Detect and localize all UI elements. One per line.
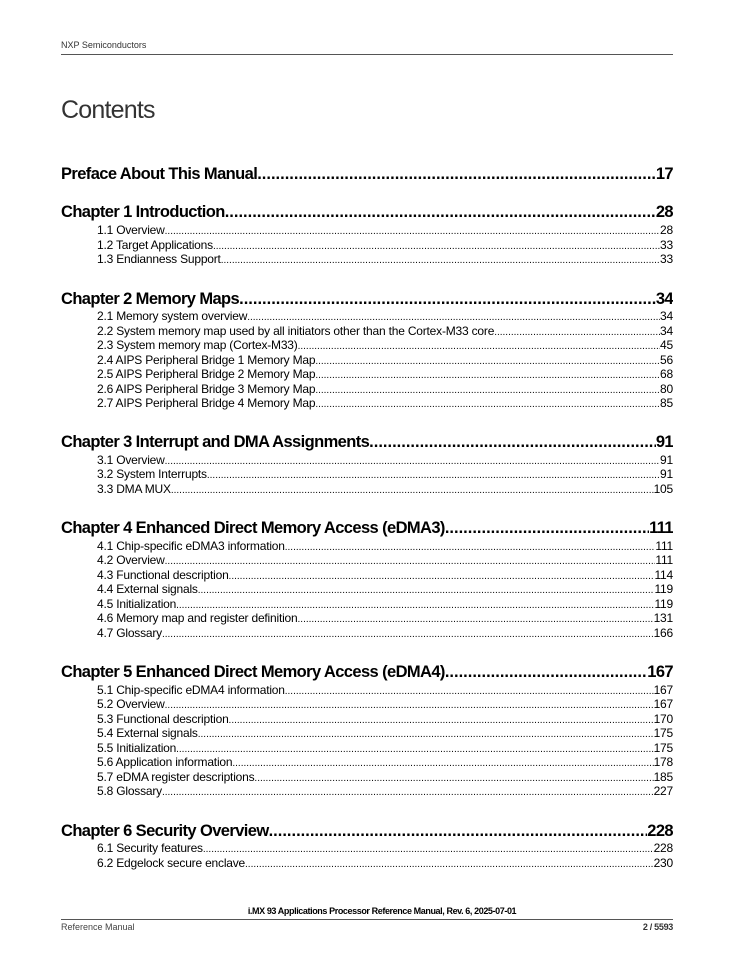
toc-section-4-3[interactable] <box>97 568 673 583</box>
toc-entry-title: 4.1 Chip-specific eDMA3 information <box>97 539 285 553</box>
toc-entry-page: 178 <box>653 755 673 769</box>
dot-leader <box>315 355 660 368</box>
toc-section-1-3[interactable] <box>97 252 673 267</box>
toc-entry-page: 167 <box>653 683 673 697</box>
dot-leader <box>315 369 660 382</box>
toc-section-3-2[interactable] <box>97 467 673 482</box>
toc-entry-title: Chapter 6 Security Overview <box>61 822 269 840</box>
dot-leader <box>254 772 653 785</box>
toc-entry-page: 167 <box>653 697 673 711</box>
toc-section-2-4[interactable] <box>97 353 673 368</box>
toc-entry-title: 4.2 Overview <box>97 553 165 567</box>
toc-entry-title: Preface About This Manual <box>61 165 258 183</box>
toc-section-5-1[interactable] <box>97 683 673 698</box>
toc-entry-title: 2.1 Memory system overview <box>97 309 248 323</box>
toc-section-5-2[interactable] <box>97 697 673 712</box>
toc-entry-title: Chapter 5 Enhanced Direct Memory Access (eDMA4) <box>61 663 445 681</box>
dot-leader <box>494 326 660 339</box>
toc-entry-page: 91 <box>655 433 673 451</box>
dot-leader <box>445 519 649 538</box>
dot-leader <box>315 398 660 411</box>
toc-chapter-1[interactable] <box>61 203 673 222</box>
dot-leader <box>198 584 655 597</box>
toc-entry-page: 33 <box>660 252 673 266</box>
dot-leader <box>165 225 660 238</box>
toc-chapter-5[interactable] <box>61 663 673 682</box>
page-indicator: 2 / 5593 <box>642 922 673 932</box>
toc-entry-page: 111 <box>655 553 673 567</box>
toc-entry-page: 56 <box>660 353 673 367</box>
dot-leader <box>269 822 648 841</box>
toc-section-2-6[interactable] <box>97 382 673 397</box>
toc-entry-title: 5.7 eDMA register descriptions <box>97 770 255 784</box>
toc-section-5-3[interactable] <box>97 712 673 727</box>
dot-leader <box>369 433 656 452</box>
toc-chapter-6[interactable] <box>61 822 673 841</box>
document-type: Reference Manual <box>61 922 135 932</box>
toc-section-5-5[interactable] <box>97 741 673 756</box>
toc-entry-title: 5.3 Functional description <box>97 712 229 726</box>
dot-leader <box>198 728 654 741</box>
toc-entry-page: 228 <box>647 822 673 840</box>
toc-section-4-5[interactable] <box>97 597 673 612</box>
toc-entry-title: 4.4 External signals <box>97 582 198 596</box>
toc-entry-title: Chapter 1 Introduction <box>61 203 225 221</box>
toc-entry-page: 34 <box>660 309 673 323</box>
dot-leader <box>207 469 660 482</box>
toc-section-2-3[interactable] <box>97 338 673 353</box>
toc-entry-title: 4.5 Initialization <box>97 597 177 611</box>
toc-entry-title: 6.2 Edgelock secure enclave <box>97 856 246 870</box>
toc-entry-page: 227 <box>653 784 673 798</box>
dot-leader <box>171 484 654 497</box>
page-footer <box>61 906 673 933</box>
toc-section-6-1[interactable] <box>97 841 673 856</box>
toc-entry-page: 33 <box>660 238 673 252</box>
toc-entry-title: 5.4 External signals <box>97 726 198 740</box>
toc-section-2-2[interactable] <box>97 324 673 339</box>
toc-entry-title: Chapter 2 Memory Maps <box>61 290 240 308</box>
toc-section-4-2[interactable] <box>97 553 673 568</box>
toc-section-2-5[interactable] <box>97 367 673 382</box>
toc-entry-page: 230 <box>653 856 673 870</box>
toc-section-2-7[interactable] <box>97 396 673 411</box>
toc-section-5-6[interactable] <box>97 755 673 770</box>
toc-entry-title: 4.3 Functional description <box>97 568 229 582</box>
toc-entry-page: 119 <box>654 597 673 611</box>
toc-entry-page: 111 <box>655 539 673 553</box>
dot-leader <box>176 599 654 612</box>
toc-entry-title: 1.2 Target Applications <box>97 238 213 252</box>
toc-entry-title: 6.1 Security features <box>97 841 203 855</box>
toc-entry-title: 2.4 AIPS Peripheral Bridge 1 Memory Map <box>97 353 316 367</box>
toc-entry-page: 28 <box>660 223 673 237</box>
dot-leader <box>445 663 647 682</box>
toc-section-2-1[interactable] <box>97 309 673 324</box>
toc-section-4-1[interactable] <box>97 539 673 554</box>
toc-section-5-7[interactable] <box>97 770 673 785</box>
toc-entry-title: 1.3 Endianness Support <box>97 252 221 266</box>
toc-section-1-2[interactable] <box>97 238 673 253</box>
page-header <box>61 40 673 55</box>
toc-entry-page: 28 <box>655 203 673 221</box>
dot-leader <box>247 311 660 324</box>
toc-entry-title: 3.3 DMA MUX <box>97 482 171 496</box>
toc-chapter-3[interactable] <box>61 433 673 452</box>
toc-entry-page: 228 <box>653 841 673 855</box>
toc-entry-page: 34 <box>660 324 673 338</box>
toc-section-4-7[interactable] <box>97 626 673 641</box>
toc-section-5-8[interactable] <box>97 784 673 799</box>
dot-leader <box>285 685 654 698</box>
toc-entry-title: Chapter 4 Enhanced Direct Memory Access (eDMA3) <box>61 519 445 537</box>
toc-entry-page: 175 <box>653 741 673 755</box>
toc-entry-title: 2.7 AIPS Peripheral Bridge 4 Memory Map <box>97 396 316 410</box>
toc-section-4-6[interactable] <box>97 611 673 626</box>
toc-entry-page: 91 <box>660 467 673 481</box>
dot-leader <box>176 743 653 756</box>
toc-entry-page: 105 <box>653 482 673 496</box>
dot-leader <box>162 786 654 799</box>
toc-preface[interactable] <box>61 165 673 184</box>
toc-entry-page: 85 <box>660 396 673 410</box>
dot-leader <box>213 240 660 253</box>
toc-entry-page: 131 <box>653 611 673 625</box>
company-name: NXP Semiconductors <box>61 40 147 50</box>
toc-entry-title: 5.6 Application information <box>97 755 233 769</box>
toc-section-4-4[interactable] <box>97 582 673 597</box>
dot-leader <box>203 843 654 856</box>
toc-entry-title: 3.2 System Interrupts <box>97 467 207 481</box>
toc-entry-page: 68 <box>660 367 673 381</box>
dot-leader <box>221 254 660 267</box>
dot-leader <box>165 699 654 712</box>
dot-leader <box>229 714 654 727</box>
dot-leader <box>285 541 656 554</box>
dot-leader <box>315 384 660 397</box>
toc-entry-page: 119 <box>654 582 673 596</box>
toc-entry-title: 5.5 Initialization <box>97 741 177 755</box>
toc-entry-title: 5.8 Glossary <box>97 784 162 798</box>
document-title: i.MX 93 Applications Processor Reference Manual, Rev. 6, 2025-07-01 <box>61 906 673 920</box>
toc-chapter-4[interactable] <box>61 519 673 538</box>
toc-entry-title: 2.3 System memory map (Cortex-M33) <box>97 338 298 352</box>
toc-entry-page: 114 <box>654 568 673 582</box>
toc-section-3-3[interactable] <box>97 482 673 497</box>
toc-entry-page: 45 <box>660 338 673 352</box>
dot-leader <box>298 340 660 353</box>
dot-leader <box>165 555 656 568</box>
toc-chapter-2[interactable] <box>61 290 673 309</box>
dot-leader <box>229 570 655 583</box>
toc-entry-title: 1.1 Overview <box>97 223 165 237</box>
dot-leader <box>257 165 656 184</box>
toc-entry-title: 2.2 System memory map used by all initiators other than the Cortex-M33 core <box>97 324 495 338</box>
toc-entry-page: 91 <box>660 453 673 467</box>
toc-entry-page: 80 <box>660 382 673 396</box>
dot-leader <box>232 757 653 770</box>
dot-leader <box>239 290 656 309</box>
dot-leader <box>162 628 654 641</box>
toc-entry-title: Chapter 3 Interrupt and DMA Assignments <box>61 433 370 451</box>
toc-entry-page: 167 <box>647 663 673 681</box>
toc-entry-page: 185 <box>653 770 673 784</box>
toc-entry-title: 4.6 Memory map and register definition <box>97 611 298 625</box>
dot-leader <box>225 203 656 222</box>
toc-section-1-1[interactable] <box>97 223 673 238</box>
toc-entry-page: 34 <box>655 290 673 308</box>
toc-entry-page: 17 <box>655 165 673 183</box>
toc-entry-title: 2.6 AIPS Peripheral Bridge 3 Memory Map <box>97 382 316 396</box>
toc-entry-page: 175 <box>653 726 673 740</box>
dot-leader <box>245 858 654 871</box>
toc-entry-page: 166 <box>653 626 673 640</box>
toc-section-3-1[interactable] <box>97 453 673 468</box>
toc-entry-title: 5.1 Chip-specific eDMA4 information <box>97 683 285 697</box>
toc-entry-title: 5.2 Overview <box>97 697 165 711</box>
toc-section-5-4[interactable] <box>97 726 673 741</box>
page-title: Contents <box>61 96 155 124</box>
dot-leader <box>298 613 654 626</box>
toc-entry-page: 170 <box>653 712 673 726</box>
toc-entry-page: 111 <box>649 519 673 537</box>
toc-section-6-2[interactable] <box>97 856 673 871</box>
dot-leader <box>165 455 660 468</box>
toc-entry-title: 3.1 Overview <box>97 453 165 467</box>
toc-entry-title: 2.5 AIPS Peripheral Bridge 2 Memory Map <box>97 367 316 381</box>
toc-entry-title: 4.7 Glossary <box>97 626 162 640</box>
